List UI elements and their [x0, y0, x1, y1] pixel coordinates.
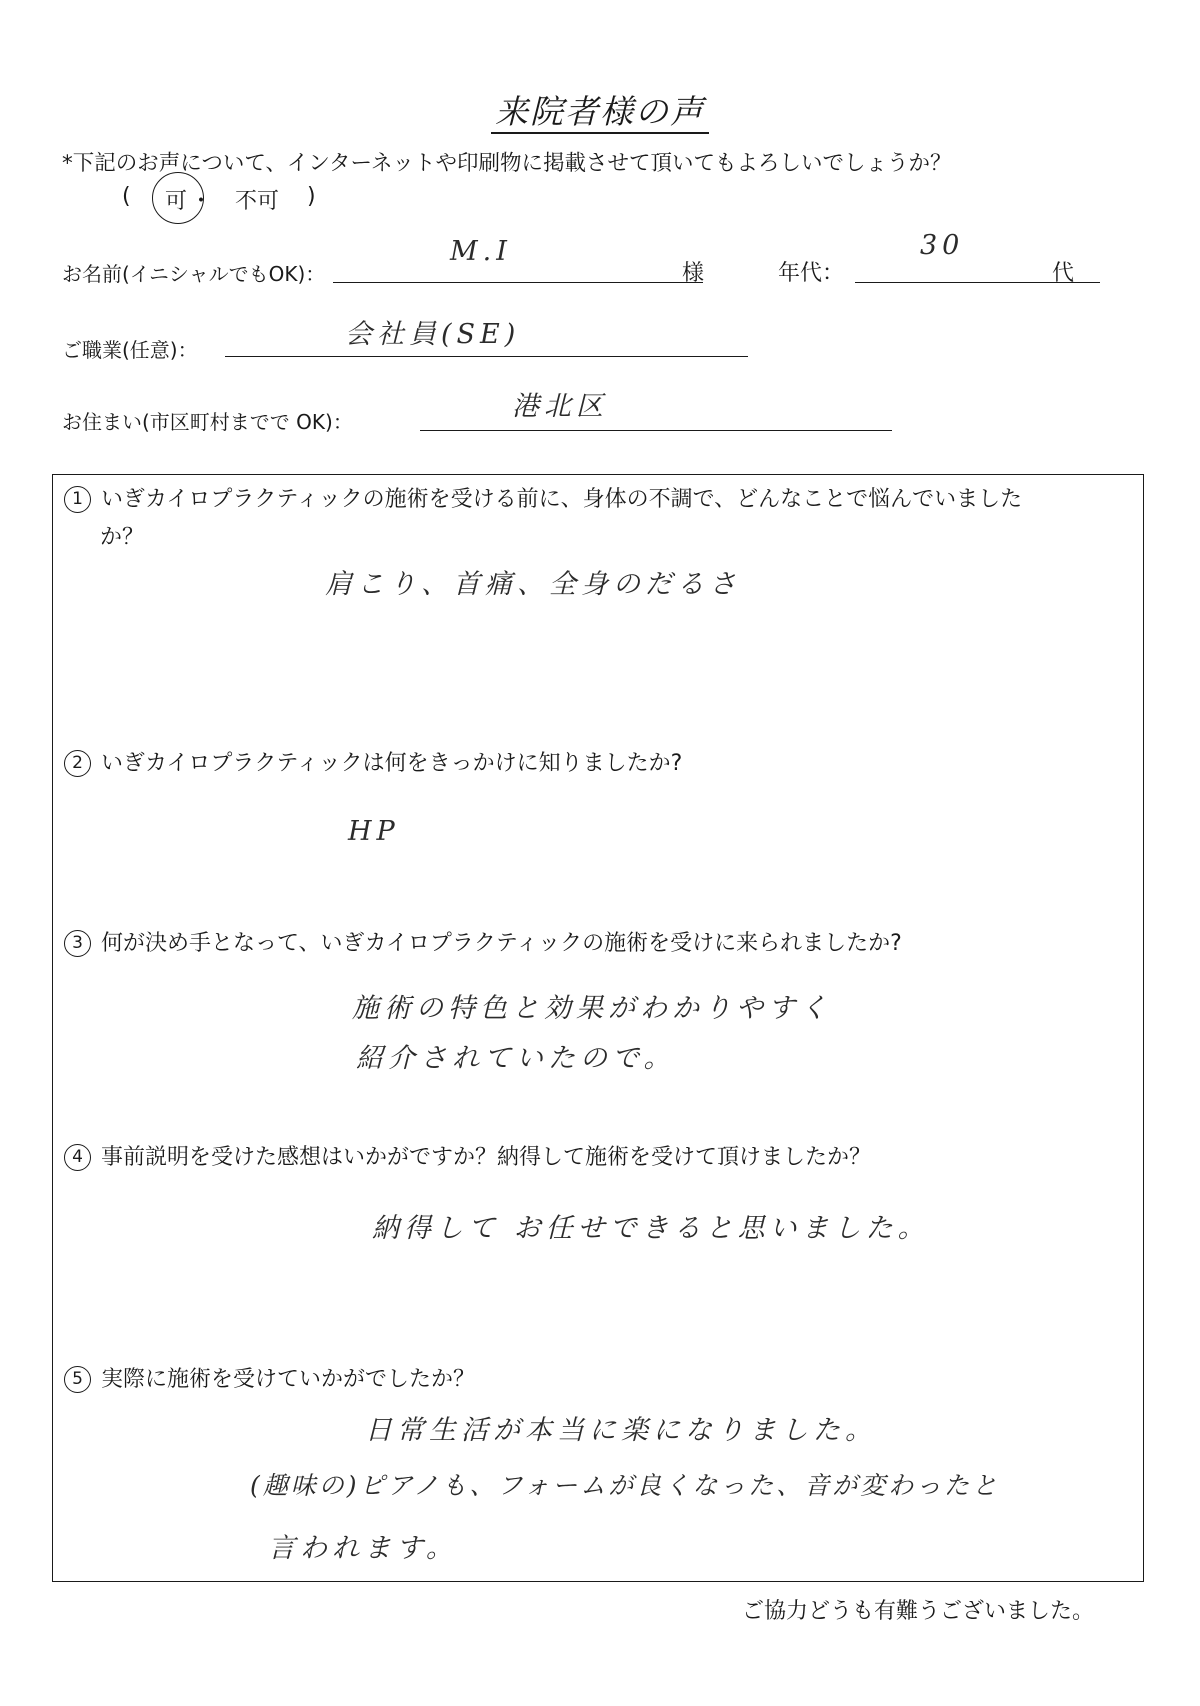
question-1-text-line2: か？	[100, 525, 145, 550]
consent-dot: ・	[190, 189, 213, 214]
question-4-number: 4	[64, 1144, 91, 1171]
question-4-answer[interactable]: 納得して お任せできると思いました。	[372, 1213, 930, 1244]
question-3-text: 何が決め手となって、いぎカイロプラクティックの施術を受けに来られましたか?	[101, 931, 902, 956]
question-5-text: 実際に施術を受けていかがでしたか？	[101, 1367, 476, 1392]
question-1	[64, 482, 1022, 513]
question-5-answer-line2[interactable]: (趣味の)ピアノも、フォームが良くなった、音が変わったと	[250, 1471, 1001, 1500]
consent-option-no[interactable]: 不可	[235, 189, 280, 214]
occupation-underline	[225, 356, 748, 357]
name-label: お名前(イニシャルでもOK)：	[62, 262, 326, 286]
occupation-value[interactable]: 会社員(SE)	[345, 319, 521, 350]
address-underline	[420, 430, 892, 431]
question-4-text: 事前説明を受けた感想はいかがですか？納得して施術を受けて頂けましたか？	[101, 1145, 872, 1170]
age-suffix: 代	[1052, 261, 1075, 286]
question-3-answer-line2[interactable]: 紹介されていたので。	[356, 1043, 676, 1074]
age-value[interactable]: 30	[920, 230, 965, 261]
question-3-number: 3	[64, 930, 91, 957]
question-1-number: 1	[64, 486, 91, 513]
page-title	[0, 86, 1200, 133]
name-suffix: 様	[682, 261, 705, 286]
question-5-answer-line3[interactable]: 言われます。	[268, 1533, 458, 1564]
page-title-text: 来院者様の声	[491, 92, 709, 134]
address-value[interactable]: 港北区	[512, 391, 608, 422]
consent-close-paren: )	[307, 184, 316, 209]
question-1-answer[interactable]: 肩こり、首痛、全身のだるさ	[325, 569, 741, 600]
name-underline	[333, 282, 703, 283]
question-2	[64, 746, 682, 777]
question-2-text: いぎカイロプラクティックは何をきっかけに知りましたか?	[101, 751, 683, 776]
question-3-answer-line1[interactable]: 施術の特色と効果がわかりやすく	[352, 993, 832, 1024]
consent-open-paren: (	[122, 184, 131, 209]
consent-question: *下記のお声について、インターネットや印刷物に掲載させて頂いてもよろしいでしょうか？	[62, 151, 952, 176]
question-2-number: 2	[64, 750, 91, 777]
address-label: お住まい(市区町村までで OK)：	[62, 410, 353, 434]
question-3	[64, 926, 902, 957]
question-1-text: いぎカイロプラクティックの施術を受ける前に、身体の不調で、どんなことで悩んでいました	[101, 487, 1023, 512]
age-label: 年代：	[778, 261, 845, 286]
question-5-number: 5	[64, 1366, 91, 1393]
name-value[interactable]: M.I	[450, 236, 512, 267]
question-5	[64, 1362, 475, 1393]
footer-thanks: ご協力どうも有難うございました。	[742, 1599, 1095, 1624]
question-2-answer[interactable]: HP	[348, 816, 400, 847]
occupation-label: ご職業(任意)：	[62, 338, 198, 362]
question-5-answer-line1[interactable]: 日常生活が本当に楽になりました。	[365, 1415, 877, 1446]
consent-option-yes[interactable]: 可	[165, 189, 188, 214]
question-4	[64, 1140, 871, 1171]
